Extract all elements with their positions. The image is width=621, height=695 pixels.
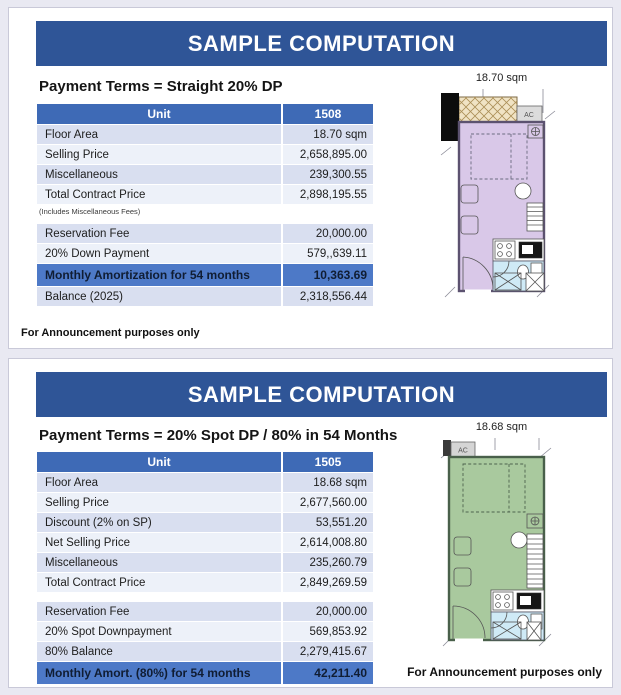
row-value: 235,260.79 bbox=[283, 553, 373, 572]
header-unit-number: 1505 bbox=[283, 452, 373, 472]
black-column bbox=[441, 93, 459, 141]
shelf bbox=[527, 203, 543, 231]
row-label: Selling Price bbox=[37, 145, 283, 164]
row-value: 2,677,560.00 bbox=[283, 493, 373, 512]
row-label: Monthly Amortization for 54 months bbox=[37, 264, 283, 286]
table-row bbox=[37, 553, 375, 572]
slide-2 bbox=[8, 358, 613, 688]
table-row bbox=[37, 573, 375, 592]
ac-unit bbox=[517, 106, 542, 122]
bathroom bbox=[491, 612, 544, 640]
row-value: 53,551.20 bbox=[283, 513, 373, 532]
row-value: 18.68 sqm bbox=[283, 473, 373, 492]
floor-area-label: 18.68 sqm bbox=[475, 421, 528, 433]
row-label: Miscellaneous bbox=[37, 165, 283, 184]
row-label: Discount (2% on SP) bbox=[37, 513, 283, 532]
row-label: Reservation Fee bbox=[37, 224, 283, 243]
sink bbox=[511, 532, 527, 548]
row-label: 20% Down Payment bbox=[37, 244, 283, 263]
table-header-row bbox=[37, 104, 375, 124]
row-value: 20,000.00 bbox=[283, 224, 373, 243]
floor-drain-box bbox=[526, 273, 544, 291]
row-label: Floor Area bbox=[37, 125, 283, 144]
monthly-amortization-highlight-row bbox=[37, 662, 375, 684]
header-title: SAMPLE COMPUTATION bbox=[187, 381, 456, 407]
row-label: Selling Price bbox=[37, 493, 283, 512]
row-value: 2,279,415.67 bbox=[283, 642, 373, 661]
table-row bbox=[37, 473, 375, 492]
table-header-row bbox=[37, 452, 375, 472]
table-row bbox=[37, 642, 375, 661]
floor-area-label: 18.70 sqm bbox=[475, 72, 528, 84]
table-row bbox=[37, 185, 375, 204]
header-unit-cell: Unit bbox=[37, 452, 283, 472]
row-value: 18.70 sqm bbox=[283, 125, 373, 144]
announcement-footer: For Announcement purposes only bbox=[21, 327, 200, 339]
row-label: 80% Balance bbox=[37, 642, 283, 661]
row-value: 20,000.00 bbox=[283, 602, 373, 621]
table-row bbox=[37, 125, 375, 144]
ac-unit bbox=[443, 440, 475, 457]
row-label: 20% Spot Downpayment bbox=[37, 622, 283, 641]
row-label: Net Selling Price bbox=[37, 533, 283, 552]
table-row bbox=[37, 244, 375, 263]
header-unit-number: 1508 bbox=[283, 104, 373, 124]
row-label: Monthly Amort. (80%) for 54 months bbox=[37, 662, 283, 684]
sink bbox=[515, 183, 531, 199]
shelf bbox=[527, 534, 543, 588]
header-unit-cell: Unit bbox=[37, 104, 283, 124]
computation-table-1 bbox=[37, 104, 375, 306]
kitchen-counter bbox=[491, 590, 544, 612]
row-value: 239,300.55 bbox=[283, 165, 373, 184]
computation-panel-1 bbox=[37, 74, 383, 307]
row-value: 579,,639.11 bbox=[283, 244, 373, 263]
computation-table-2 bbox=[37, 452, 375, 684]
floorplan-unit-1505 bbox=[439, 438, 565, 650]
slide-1 bbox=[8, 7, 613, 349]
table-row bbox=[37, 224, 375, 243]
table-row bbox=[37, 622, 375, 641]
row-label: Total Contract Price bbox=[37, 185, 283, 204]
row-label: Total Contract Price bbox=[37, 573, 283, 592]
row-value: 2,658,895.00 bbox=[283, 145, 373, 164]
table-row bbox=[37, 602, 375, 621]
table-row bbox=[37, 513, 375, 532]
miscellaneous-fees-note: (Includes Miscellaneous Fees) bbox=[39, 207, 141, 216]
payment-terms-title: Payment Terms = Straight 20% DP bbox=[39, 78, 283, 95]
floor-drain-box bbox=[527, 622, 541, 640]
payment-terms-title: Payment Terms = 20% Spot DP / 80% in 54 Months bbox=[39, 427, 398, 444]
sample-computation-header-1 bbox=[36, 21, 607, 66]
row-label: Miscellaneous bbox=[37, 553, 283, 572]
kitchen-counter bbox=[493, 239, 544, 261]
floorplan-panel-1 bbox=[424, 72, 579, 301]
bathroom bbox=[493, 261, 544, 291]
sample-computation-header-2 bbox=[36, 372, 607, 417]
announcement-footer: For Announcement purposes only bbox=[407, 665, 602, 679]
floorplan-panel-2 bbox=[424, 421, 579, 650]
row-value: 569,853.92 bbox=[283, 622, 373, 641]
table-row bbox=[37, 493, 375, 512]
balcony bbox=[459, 97, 517, 123]
table-row bbox=[37, 145, 375, 164]
floorplan-unit-1508 bbox=[439, 89, 565, 301]
row-value: 2,898,195.55 bbox=[283, 185, 373, 204]
row-label: Balance (2025) bbox=[37, 287, 283, 306]
row-label: Reservation Fee bbox=[37, 602, 283, 621]
row-value: 2,614,008.80 bbox=[283, 533, 373, 552]
svg-text:AC: AC bbox=[457, 447, 468, 455]
row-value: 2,849,269.59 bbox=[283, 573, 373, 592]
monthly-amortization-highlight-row bbox=[37, 264, 375, 286]
row-label: Floor Area bbox=[37, 473, 283, 492]
header-title: SAMPLE COMPUTATION bbox=[187, 30, 456, 56]
table-row bbox=[37, 287, 375, 306]
row-value: 42,211.40 bbox=[283, 662, 373, 684]
table-row bbox=[37, 533, 375, 552]
svg-text:AC: AC bbox=[523, 112, 534, 119]
computation-panel-2 bbox=[37, 425, 398, 685]
table-row bbox=[37, 165, 375, 184]
row-value: 10,363.69 bbox=[283, 264, 373, 286]
row-value: 2,318,556.44 bbox=[283, 287, 373, 306]
